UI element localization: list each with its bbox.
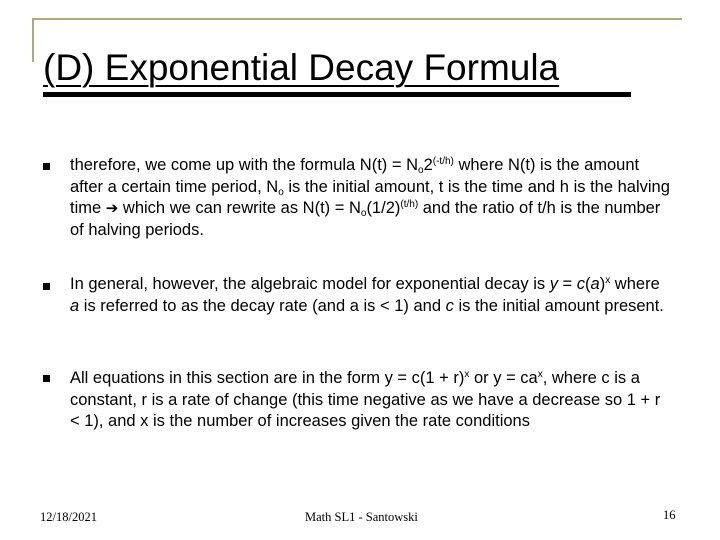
subscript: o (360, 208, 367, 219)
footer-date: 12/18/2021 (40, 510, 97, 524)
math-variable: c (445, 296, 454, 315)
bullet-3-text: , where c is a constant, r is a rate of change (this time negative as we have a decrease so 1 + r < 1), and x is the number of increases given the rate conditions (70, 369, 661, 430)
bullet-2-text: ( (585, 275, 591, 293)
bullet-2-text: In general, however, the algebraic model for exponential decay is (70, 275, 550, 293)
frame-horizontal-accent (32, 18, 682, 20)
bullet-2-text: where (610, 275, 660, 293)
bullet-2-text: ) (599, 275, 606, 293)
bullet-3-text: All equations in this section are in the form y = c(1 + r) (70, 369, 465, 387)
bullet-1-text: (1/2) (366, 199, 401, 217)
bullet-3-text: or y = ca (469, 369, 538, 387)
bullet-2-text: = (557, 275, 577, 293)
subscript: o (418, 165, 424, 176)
frame-vertical-accent (32, 18, 34, 62)
bullet-1-text: 2 (423, 156, 433, 174)
math-variable: a (590, 275, 600, 293)
bullet-text-2 (70, 274, 672, 317)
exponent: (t/h) (400, 199, 419, 210)
bullet-1-text: where N(t) is the amount after a certain time period, N (70, 156, 640, 196)
bullet-text-3 (70, 368, 672, 433)
title-underline-rule (43, 92, 631, 97)
bullet-1-text: which we can rewrite as N(t) = N (118, 199, 361, 217)
bullet-1-text: and the ratio of t/h is the number of halving periods. (70, 199, 661, 239)
bullet-2-text: is the initial amount present. (453, 296, 664, 315)
math-variable: a (70, 296, 80, 315)
bullet-square-icon (43, 375, 50, 382)
bullet-square-icon (43, 163, 50, 170)
bullet-2-text: is referred to as the decay rate (and a is < 1) and (79, 296, 446, 315)
exponent: x (605, 275, 611, 286)
arrow-right-icon: ➔ (105, 200, 119, 217)
exponent: x (464, 369, 470, 380)
exponent: (-t/h) (432, 156, 454, 167)
footer-course: Math SL1 - Santowski (305, 510, 418, 524)
bullet-square-icon (43, 283, 50, 290)
bullet-text-1 (70, 155, 672, 241)
exponent: x (537, 369, 543, 380)
bullet-1-text: therefore, we come up with the formula N(t) = N (70, 156, 419, 174)
slide-title: (D) Exponential Decay Formula (43, 47, 560, 88)
math-variable: y (549, 275, 558, 293)
math-variable: c (576, 275, 586, 293)
page-number: 16 (663, 508, 676, 522)
subscript: o (278, 186, 284, 198)
bullet-1-text: is the initial amount, t is the time and h is the halving time (70, 177, 670, 217)
